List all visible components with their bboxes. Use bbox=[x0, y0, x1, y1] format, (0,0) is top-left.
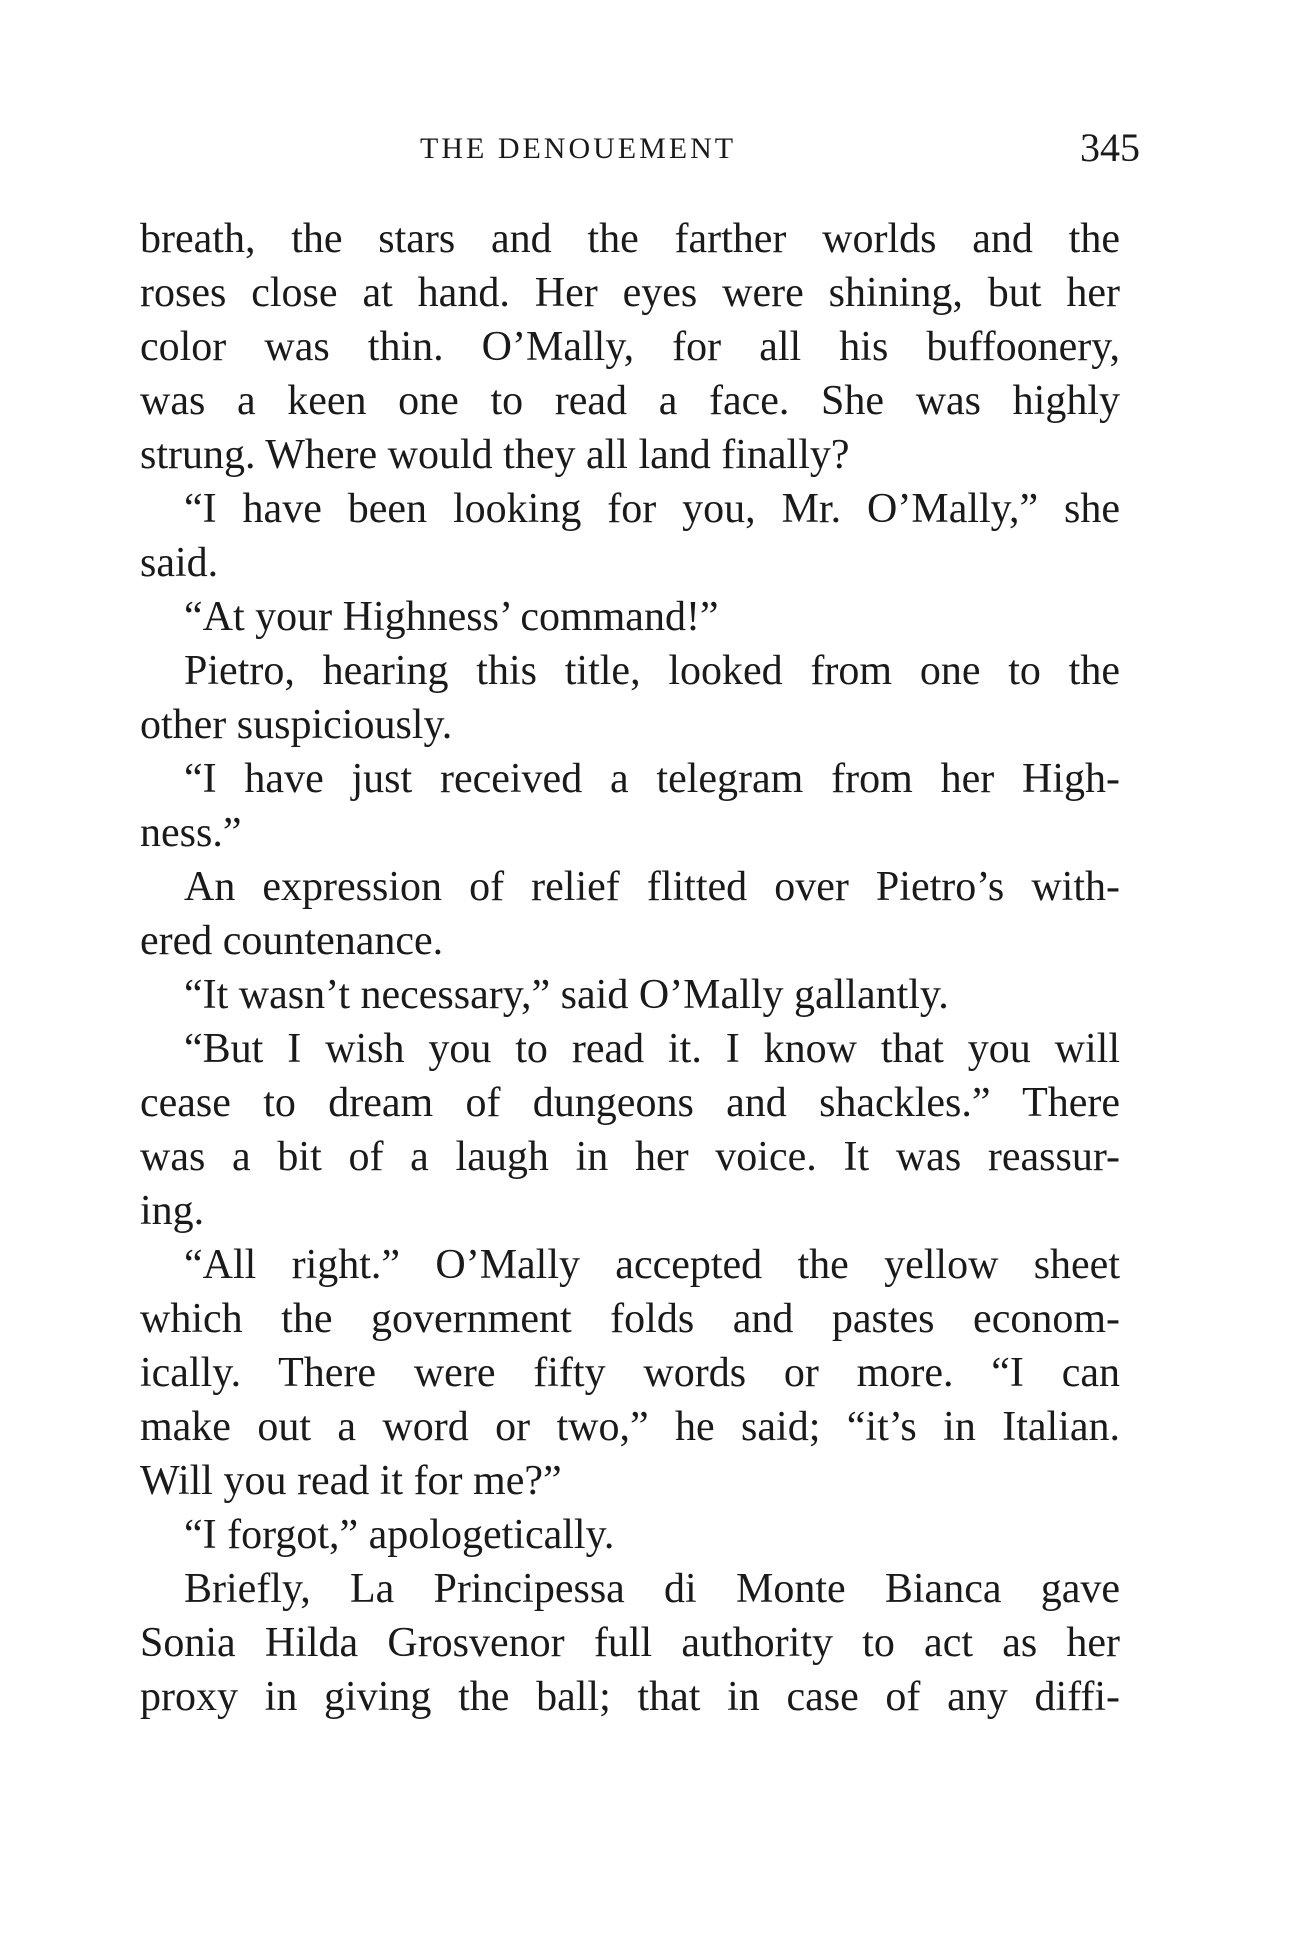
text-line: “It wasn’t necessary,” said O’Mally gallantly. bbox=[184, 972, 949, 1018]
page-number: 345 bbox=[1080, 125, 1140, 170]
running-head bbox=[140, 124, 1140, 174]
text-line: ically. There were fifty words or more. “I can bbox=[140, 1350, 1120, 1396]
text-line: “I have been looking for you, Mr. O’Mally,” she bbox=[184, 486, 1120, 532]
text-line: ered countenance. bbox=[140, 918, 444, 964]
text-line: which the government folds and pastes econom- bbox=[140, 1296, 1120, 1342]
text-line: was a bit of a laugh in her voice. It was reassur- bbox=[140, 1134, 1120, 1180]
text-line: An expression of relief flitted over Pietro’s with- bbox=[184, 864, 1120, 910]
text-line: roses close at hand. Her eyes were shining, but her bbox=[140, 270, 1120, 316]
text-line: “At your Highness’ command!” bbox=[184, 594, 719, 640]
text-line: “But I wish you to read it. I know that you will bbox=[184, 1026, 1120, 1072]
running-title: THE DENOUEMENT bbox=[420, 132, 737, 165]
text-line: Pietro, hearing this title, looked from one to the bbox=[184, 648, 1120, 694]
text-line: “I have just received a telegram from her High- bbox=[184, 756, 1120, 802]
text-line: Will you read it for me?” bbox=[140, 1458, 562, 1504]
text-line: “All right.” O’Mally accepted the yellow sheet bbox=[184, 1242, 1120, 1288]
body-text bbox=[140, 212, 1120, 1724]
text-line: was a keen one to read a face. She was highly bbox=[140, 378, 1120, 424]
text-line: ness.” bbox=[140, 810, 242, 856]
text-line: color was thin. O’Mally, for all his buffoonery, bbox=[140, 324, 1120, 370]
text-line: Sonia Hilda Grosvenor full authority to act as her bbox=[140, 1620, 1120, 1666]
text-line: ing. bbox=[140, 1188, 205, 1234]
text-line: Briefly, La Principessa di Monte Bianca gave bbox=[184, 1566, 1120, 1612]
text-line: breath, the stars and the farther worlds and the bbox=[140, 216, 1120, 262]
text-line: “I forgot,” apologetically. bbox=[184, 1512, 615, 1558]
text-line: cease to dream of dungeons and shackles.” There bbox=[140, 1080, 1120, 1126]
text-line: proxy in giving the ball; that in case of any diffi- bbox=[140, 1674, 1120, 1720]
text-line: strung. Where would they all land finally? bbox=[140, 432, 850, 478]
text-line: other suspiciously. bbox=[140, 702, 453, 748]
text-line: make out a word or two,” he said; “it’s in Italian. bbox=[140, 1404, 1120, 1450]
text-line: said. bbox=[140, 540, 219, 586]
